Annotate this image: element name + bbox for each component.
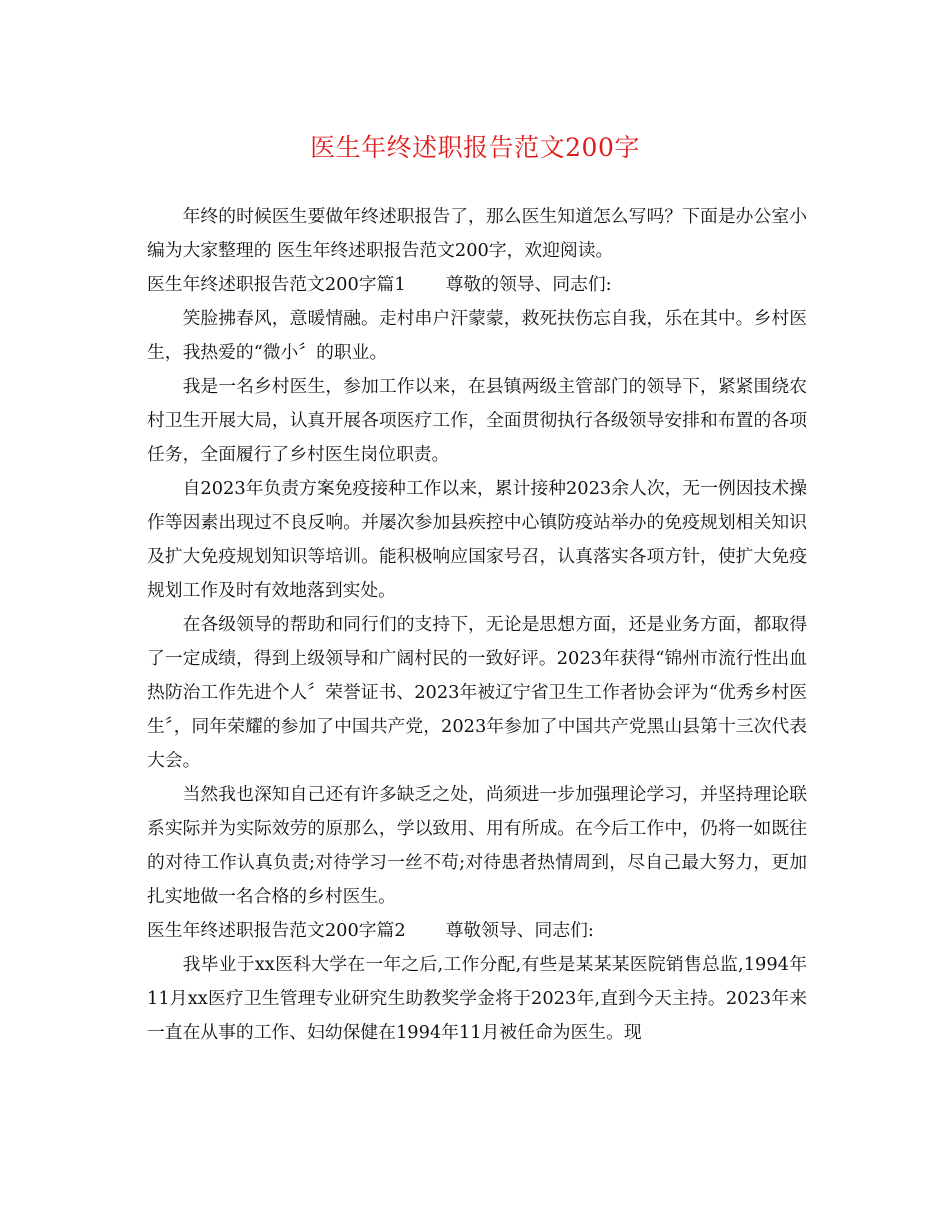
section-1-paragraph-5: 当然我也深知自己还有许多缺乏之处，尚须进一步加强理论学习，并坚持理论联系实际并为实际效劳的原那么，学以致用、用有所成。在今后工作中，仍将一如既往的对待工作认真负责;对待学习一丝不苟;对待患者热情周到，尽自己最大努力，更加扎实地做一名合格的乡村医生。 xyxy=(147,784,807,907)
intro-paragraph: 年终的时候医生要做年终述职报告了，那么医生知道怎么写吗？下面是办公室小编为大家整理的 医生年终述职报告范文200字，欢迎阅读。 xyxy=(147,206,807,261)
document-title: 医生年终述职报告范文200字 xyxy=(310,133,640,162)
section-2-greeting: 尊敬领导、同志们: xyxy=(445,920,594,941)
section-2-heading-line xyxy=(147,914,807,948)
section-1-paragraph-3: 自2023年负责方案免疫接种工作以来，累计接种2023余人次，无一例因技术操作等因素出现过不良反响。并屡次参加县疾控中心镇防疫站举办的免疫规划相关知识及扩大免疫规划知识等培训。能积极响应国家号召，认真落实各项方针，使扩大免疫规划工作及时有效地落到实处。 xyxy=(147,478,807,601)
section-1-paragraph-1: 笑脸拂春风，意暖情融。走村串户汗蒙蒙，救死扶伤忘自我，乐在其中。乡村医生，我热爱的“微小〞的职业。 xyxy=(147,308,807,363)
section-2-paragraph-1: 我毕业于xx医科大学在一年之后,工作分配,有些是某某某医院销售总监,1994年11月xx医疗卫生管理专业研究生助教奖学金将于2023年,直到今天主持。2023年来一直在从事的工作、妇幼保健在1994年11月被任命为医生。现 xyxy=(147,954,807,1043)
section-2-heading: 医生年终述职报告范文200字篇2 xyxy=(147,920,406,941)
section-1-heading: 医生年终述职报告范文200字篇1 xyxy=(147,274,406,295)
section-1-paragraph-2: 我是一名乡村医生，参加工作以来，在县镇两级主管部门的领导下，紧紧围绕农村卫生开展大局，认真开展各项医疗工作，全面贯彻执行各级领导安排和布置的各项任务，全面履行了乡村医生岗位职责。 xyxy=(147,376,807,465)
section-1-heading-line xyxy=(147,268,807,302)
document-body xyxy=(147,200,807,1050)
section-1-paragraph-4: 在各级领导的帮助和同行们的支持下，无论是思想方面，还是业务方面，都取得了一定成绩，得到上级领导和广阔村民的一致好评。2023年获得“锦州市流行性出血热防治工作先进个人〞荣誉证书、2023年被辽宁省卫生工作者协会评为“优秀乡村医生〞，同年荣耀的参加了中国共产党，2023年参加了中国共产党黑山县第十三次代表大会。 xyxy=(147,614,807,771)
section-1-greeting: 尊敬的领导、同志们: xyxy=(445,274,612,295)
